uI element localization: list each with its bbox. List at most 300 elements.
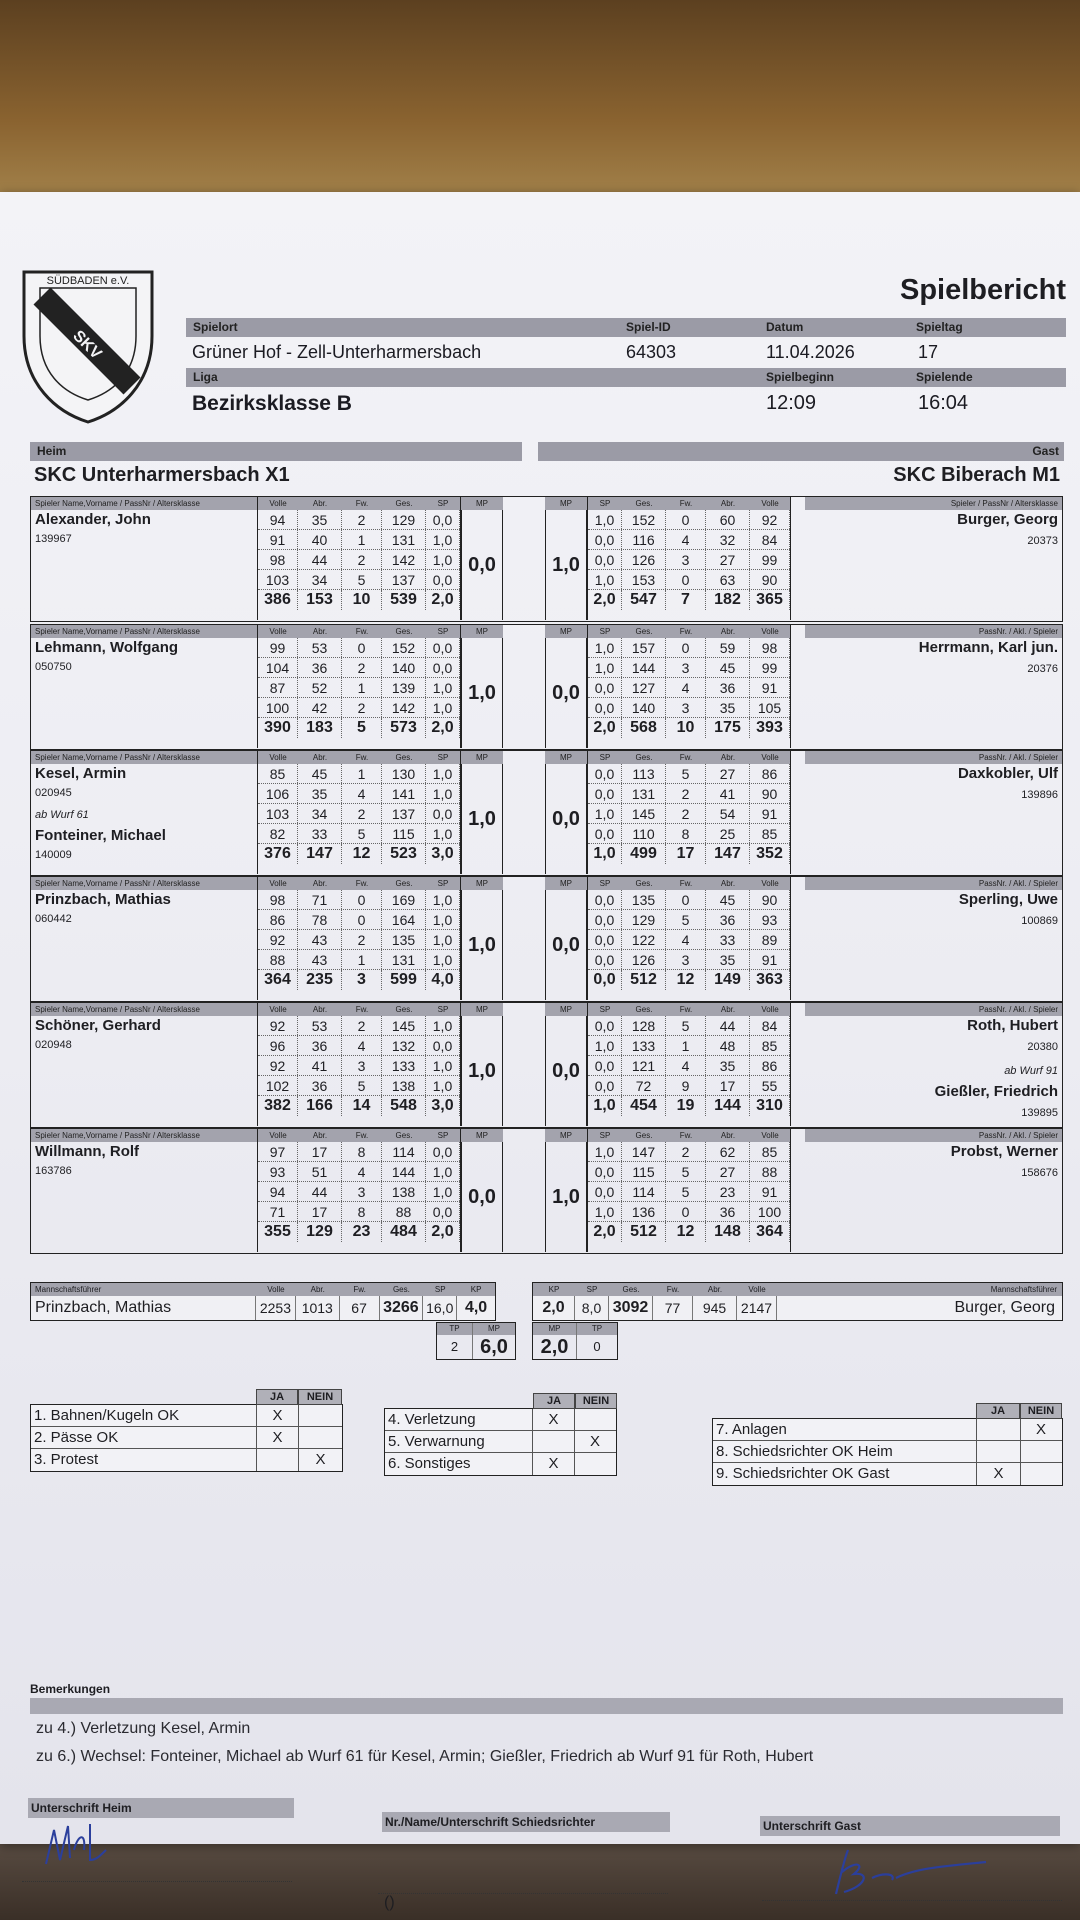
home-cell: 139 bbox=[382, 678, 426, 697]
home-cell: 2 bbox=[342, 550, 382, 569]
away-cell: 27 bbox=[706, 550, 750, 569]
home-cell: 5 bbox=[342, 824, 382, 843]
home-cell: 164 bbox=[382, 910, 426, 929]
home-cell: 1 bbox=[342, 678, 382, 697]
away-cell: 110 bbox=[622, 824, 666, 843]
home-total-cell: 484 bbox=[382, 1222, 426, 1242]
away-summary-header bbox=[533, 1283, 1062, 1296]
home-total-cell: 3,0 bbox=[426, 1096, 460, 1116]
check-label-1: 1. Bahnen/Kugeln OK bbox=[31, 1405, 257, 1426]
col-header-abr: Abr. bbox=[312, 627, 328, 636]
home-cell: 1,0 bbox=[426, 678, 460, 697]
col-header-abr: Abr. bbox=[312, 499, 328, 508]
away-grid-header bbox=[588, 625, 790, 638]
away-sum-abr: 945 bbox=[693, 1296, 737, 1320]
block-right-header: PassNr. / Akl. / Spieler bbox=[805, 751, 1062, 764]
home-cell: 2 bbox=[342, 804, 382, 823]
home-team-name: SKC Unterharmersbach X1 bbox=[34, 464, 290, 486]
home-score-grid bbox=[257, 1129, 461, 1252]
sig-schiri-value: () bbox=[384, 1894, 395, 1911]
away-cell: 84 bbox=[750, 530, 790, 549]
away-cell: 32 bbox=[706, 530, 750, 549]
away-total-row bbox=[588, 718, 790, 738]
col-header-ges: Ges. bbox=[635, 1131, 653, 1140]
home-cell: 103 bbox=[258, 570, 298, 589]
away-cell: 23 bbox=[706, 1182, 750, 1201]
match-block bbox=[30, 496, 1063, 622]
home-total-cell: 12 bbox=[342, 844, 382, 864]
away-score-grid bbox=[587, 625, 791, 748]
match-block bbox=[30, 1002, 1063, 1128]
home-cell: 44 bbox=[298, 1182, 342, 1201]
home-cell: 78 bbox=[298, 910, 342, 929]
home-score-grid bbox=[257, 497, 461, 620]
home-total-cell: 390 bbox=[258, 718, 298, 738]
home-cell: 97 bbox=[258, 1142, 298, 1161]
home-cell: 87 bbox=[258, 678, 298, 697]
away-cell: 36 bbox=[706, 1202, 750, 1221]
home-cell: 0,0 bbox=[426, 1202, 460, 1221]
away-total-row bbox=[588, 1222, 790, 1242]
away-total-cell: 147 bbox=[706, 844, 750, 864]
home-grid-header bbox=[258, 751, 460, 764]
checklist-1-header bbox=[256, 1389, 342, 1405]
check-ja-7[interactable] bbox=[977, 1419, 1021, 1440]
home-lane-row bbox=[258, 550, 460, 570]
col-header-ges: Ges. bbox=[635, 753, 653, 762]
home-mp-header: MP bbox=[461, 625, 503, 638]
col-header-volle: Volle bbox=[761, 753, 779, 762]
home-cell: 5 bbox=[342, 1076, 382, 1095]
away-cell: 126 bbox=[622, 950, 666, 969]
away-mp-header: MP bbox=[545, 877, 587, 890]
home-lane-row bbox=[258, 1076, 460, 1096]
home-total-cell: 153 bbox=[298, 590, 342, 610]
home-lane-row bbox=[258, 824, 460, 844]
checklist-3-header bbox=[976, 1403, 1062, 1419]
home-cell: 141 bbox=[382, 784, 426, 803]
home-total-cell: 129 bbox=[298, 1222, 342, 1242]
col-header-fw: Fw. bbox=[355, 627, 369, 636]
sum-h-ges: Ges. bbox=[392, 1285, 410, 1294]
home-cell: 8 bbox=[342, 1142, 382, 1161]
home-grid-header bbox=[258, 1003, 460, 1016]
home-cell: 135 bbox=[382, 930, 426, 949]
away-cell: 93 bbox=[750, 910, 790, 929]
away-cell: 27 bbox=[706, 1162, 750, 1181]
col-header-fw: Fw. bbox=[679, 1005, 693, 1014]
home-cell: 94 bbox=[258, 1182, 298, 1201]
away-cell: 3 bbox=[666, 658, 706, 677]
away-cell: 0,0 bbox=[588, 1056, 622, 1075]
away-cell: 55 bbox=[750, 1076, 790, 1095]
home-cell: 2 bbox=[342, 510, 382, 529]
home-player-pass: 020945 bbox=[35, 787, 72, 799]
block-left-header: Spieler Name,Vorname / PassNr / Altersklasse bbox=[31, 1003, 257, 1016]
away-cell: 0 bbox=[666, 510, 706, 529]
home-cell: 133 bbox=[382, 1056, 426, 1075]
check-nein-8[interactable] bbox=[1021, 1441, 1061, 1462]
home-player-name: Kesel, Armin bbox=[35, 765, 127, 782]
sum-h-sp: SP bbox=[434, 1285, 446, 1294]
verband-logo bbox=[20, 266, 156, 426]
home-tp-value: 2 bbox=[450, 1339, 459, 1354]
away-cell: 91 bbox=[750, 804, 790, 823]
away-lane-row bbox=[588, 570, 790, 590]
home-cell: 2 bbox=[342, 1016, 382, 1035]
away-cell: 0,0 bbox=[588, 950, 622, 969]
sum-h-kp: KP bbox=[470, 1285, 482, 1294]
remark-line-2: zu 6.) Wechsel: Fonteiner, Michael ab Wurf 61 für Kesel, Armin; Gießler, Friedrich ab Wurf 91 für Roth, Hubert bbox=[36, 1748, 814, 1765]
check-ja-1[interactable]: X bbox=[257, 1405, 299, 1426]
home-cell: 33 bbox=[298, 824, 342, 843]
away-cell: 35 bbox=[706, 1056, 750, 1075]
report-sheet bbox=[0, 192, 1080, 1911]
home-lane-row bbox=[258, 784, 460, 804]
check-label-9: 9. Schiedsrichter OK Gast bbox=[713, 1463, 977, 1485]
away-total-cell: 512 bbox=[622, 1222, 666, 1242]
away-cell: 122 bbox=[622, 930, 666, 949]
home-cell: 8 bbox=[342, 1202, 382, 1221]
away-sub-wurf: ab Wurf 91 bbox=[1004, 1065, 1058, 1077]
away-score-grid bbox=[587, 877, 791, 1000]
check-nein-3[interactable]: X bbox=[315, 1451, 326, 1468]
away-total-cell: 393 bbox=[750, 718, 790, 738]
check-ja-4[interactable]: X bbox=[533, 1409, 575, 1430]
home-score-grid bbox=[257, 751, 461, 874]
away-lane-row bbox=[588, 910, 790, 930]
header-bar-2 bbox=[186, 368, 1066, 387]
away-tp-value: 0 bbox=[593, 1339, 601, 1354]
away-cell: 86 bbox=[750, 764, 790, 783]
home-lane-row bbox=[258, 1142, 460, 1162]
home-sum-sp: 16,0 bbox=[423, 1296, 457, 1320]
home-cell: 2 bbox=[342, 930, 382, 949]
col-header-abr: Abr. bbox=[720, 753, 736, 762]
away-cell: 85 bbox=[750, 1036, 790, 1055]
home-total-row bbox=[258, 1096, 460, 1116]
home-cell: 51 bbox=[298, 1162, 342, 1181]
away-cell: 1,0 bbox=[588, 1202, 622, 1221]
home-total-cell: 382 bbox=[258, 1096, 298, 1116]
away-grid-header bbox=[588, 497, 790, 510]
away-score-grid bbox=[587, 1003, 791, 1126]
home-cell: 5 bbox=[342, 570, 382, 589]
checklist-2 bbox=[384, 1395, 617, 1476]
away-mp-value: 2,0 bbox=[540, 1336, 569, 1358]
home-player-pass: 050750 bbox=[35, 661, 72, 673]
check-nein-4[interactable] bbox=[575, 1409, 615, 1430]
away-cell: 1,0 bbox=[588, 1036, 622, 1055]
away-mp-value: 1,0 bbox=[545, 510, 587, 620]
home-cell: 152 bbox=[382, 638, 426, 657]
away-cell: 86 bbox=[750, 1056, 790, 1075]
check-ja-8[interactable] bbox=[977, 1441, 1021, 1462]
home-cell: 1,0 bbox=[426, 530, 460, 549]
check-label-3: 3. Protest bbox=[31, 1449, 257, 1471]
away-cell: 33 bbox=[706, 930, 750, 949]
check-ja-6[interactable]: X bbox=[533, 1453, 575, 1475]
sig-schiri-label: Nr./Name/Unterschrift Schiedsrichter bbox=[382, 1812, 670, 1832]
home-cell: 1,0 bbox=[426, 950, 460, 969]
home-cell: 144 bbox=[382, 1162, 426, 1181]
col-header-sp: SP bbox=[437, 753, 449, 762]
away-mp-header: MP bbox=[545, 1003, 587, 1016]
away-cell: 126 bbox=[622, 550, 666, 569]
away-total-cell: 1,0 bbox=[588, 844, 622, 864]
check-label-8: 8. Schiedsrichter OK Heim bbox=[713, 1441, 977, 1462]
home-total-cell: 3 bbox=[342, 970, 382, 990]
away-tp-cell bbox=[577, 1323, 617, 1359]
away-cell: 100 bbox=[750, 1202, 790, 1221]
away-cell: 0,0 bbox=[588, 890, 622, 909]
col-header-sp: SP bbox=[599, 1131, 611, 1140]
home-grid-header bbox=[258, 625, 460, 638]
away-total-cell: 10 bbox=[666, 718, 706, 738]
away-cell: 153 bbox=[622, 570, 666, 589]
home-sum-kp: 4,0 bbox=[464, 1299, 488, 1316]
away-total-cell: 352 bbox=[750, 844, 790, 864]
col-header-ges: Ges. bbox=[395, 499, 413, 508]
col-header-volle: Volle bbox=[761, 627, 779, 636]
datum-label: Datum bbox=[766, 320, 804, 334]
check-nein-9[interactable] bbox=[1021, 1463, 1061, 1485]
away-lane-row bbox=[588, 638, 790, 658]
block-left-header: Spieler Name,Vorname / PassNr / Altersklasse bbox=[31, 877, 257, 890]
away-cell: 62 bbox=[706, 1142, 750, 1161]
home-summary bbox=[30, 1282, 496, 1321]
home-cell: 53 bbox=[298, 638, 342, 657]
home-cell: 92 bbox=[258, 930, 298, 949]
home-cell: 92 bbox=[258, 1056, 298, 1075]
home-cell: 0,0 bbox=[426, 658, 460, 677]
away-cell: 0 bbox=[666, 890, 706, 909]
block-right-header: Spieler / PassNr / Altersklasse bbox=[805, 497, 1062, 510]
check-nein-7[interactable]: X bbox=[1035, 1421, 1046, 1438]
away-summary-values bbox=[533, 1296, 1062, 1320]
col-header-fw: Fw. bbox=[355, 1005, 369, 1014]
away-cell: 48 bbox=[706, 1036, 750, 1055]
away-lane-row bbox=[588, 678, 790, 698]
sum-a-volle: Volle bbox=[748, 1285, 766, 1294]
col-header-volle: Volle bbox=[269, 753, 287, 762]
away-total-cell: 499 bbox=[622, 844, 666, 864]
home-mp-header: MP bbox=[461, 1129, 503, 1142]
home-cell: 142 bbox=[382, 698, 426, 717]
away-mp-value: 1,0 bbox=[545, 1142, 587, 1252]
check-nein-2[interactable] bbox=[299, 1427, 342, 1448]
home-lane-row bbox=[258, 950, 460, 970]
home-cell: 1,0 bbox=[426, 930, 460, 949]
home-total-cell: 5 bbox=[342, 718, 382, 738]
home-lane-row bbox=[258, 930, 460, 950]
away-total-cell: 2,0 bbox=[588, 718, 622, 738]
home-cell: 92 bbox=[258, 1016, 298, 1035]
away-cell: 90 bbox=[750, 784, 790, 803]
spielid-label: Spiel-ID bbox=[626, 320, 671, 334]
away-cell: 17 bbox=[706, 1076, 750, 1095]
away-cell: 1,0 bbox=[588, 638, 622, 657]
away-cell: 1,0 bbox=[588, 804, 622, 823]
col-header-abr: Abr. bbox=[312, 879, 328, 888]
home-tp-label: TP bbox=[437, 1323, 472, 1335]
away-total-cell: 512 bbox=[622, 970, 666, 990]
col-header-volle: Volle bbox=[269, 627, 287, 636]
home-lane-row bbox=[258, 1036, 460, 1056]
col-header-fw: Fw. bbox=[679, 627, 693, 636]
away-cell: 140 bbox=[622, 698, 666, 717]
home-cell: 103 bbox=[258, 804, 298, 823]
home-cell: 1 bbox=[342, 530, 382, 549]
home-lane-row bbox=[258, 698, 460, 718]
away-cell: 9 bbox=[666, 1076, 706, 1095]
home-cell: 1,0 bbox=[426, 1182, 460, 1201]
check-nein-5[interactable]: X bbox=[589, 1433, 600, 1450]
away-cell: 0 bbox=[666, 1202, 706, 1221]
away-total-cell: 148 bbox=[706, 1222, 750, 1242]
nein-label: NEIN bbox=[575, 1393, 617, 1409]
home-lane-row bbox=[258, 678, 460, 698]
home-cell: 85 bbox=[258, 764, 298, 783]
home-total-row bbox=[258, 1222, 460, 1242]
away-sub-name: Gießler, Friedrich bbox=[934, 1083, 1058, 1100]
check-row-9 bbox=[713, 1463, 1062, 1485]
away-cell: 0,0 bbox=[588, 1016, 622, 1035]
away-lane-row bbox=[588, 1056, 790, 1076]
home-total-cell: 376 bbox=[258, 844, 298, 864]
home-mp-value: 0,0 bbox=[461, 510, 503, 620]
away-lane-row bbox=[588, 1182, 790, 1202]
away-mf: Burger, Georg bbox=[954, 1299, 1055, 1316]
col-header-ges: Ges. bbox=[395, 1131, 413, 1140]
check-ja-3[interactable] bbox=[257, 1449, 299, 1471]
away-total-cell: 182 bbox=[706, 590, 750, 610]
liga-value: Bezirksklasse B bbox=[192, 392, 352, 415]
away-cell: 85 bbox=[750, 824, 790, 843]
col-header-sp: SP bbox=[437, 879, 449, 888]
col-header-ges: Ges. bbox=[635, 1005, 653, 1014]
away-cell: 25 bbox=[706, 824, 750, 843]
away-cell: 90 bbox=[750, 890, 790, 909]
home-cell: 0,0 bbox=[426, 1036, 460, 1055]
home-total-cell: 355 bbox=[258, 1222, 298, 1242]
home-cell: 1,0 bbox=[426, 1162, 460, 1181]
away-cell: 157 bbox=[622, 638, 666, 657]
away-score-grid bbox=[587, 751, 791, 874]
col-header-sp: SP bbox=[437, 1005, 449, 1014]
away-cell: 4 bbox=[666, 930, 706, 949]
col-header-fw: Fw. bbox=[679, 753, 693, 762]
away-cell: 90 bbox=[750, 570, 790, 589]
away-summary bbox=[532, 1282, 1063, 1321]
away-total-cell: 454 bbox=[622, 1096, 666, 1116]
home-mp-header: MP bbox=[461, 751, 503, 764]
away-lane-row bbox=[588, 950, 790, 970]
home-sum-volle: 2253 bbox=[256, 1296, 296, 1320]
home-tp-box bbox=[436, 1322, 516, 1360]
away-cell: 121 bbox=[622, 1056, 666, 1075]
checklist-1 bbox=[30, 1391, 343, 1472]
away-cell: 5 bbox=[666, 1016, 706, 1035]
home-cell: 138 bbox=[382, 1076, 426, 1095]
check-row-3 bbox=[31, 1449, 342, 1471]
away-cell: 147 bbox=[622, 1142, 666, 1161]
away-cell: 0,0 bbox=[588, 550, 622, 569]
home-cell: 52 bbox=[298, 678, 342, 697]
check-nein-6[interactable] bbox=[575, 1453, 615, 1475]
block-right-header: PassNr. / Akl. / Spieler bbox=[805, 1003, 1062, 1016]
col-header-volle: Volle bbox=[269, 499, 287, 508]
away-lane-row bbox=[588, 1076, 790, 1096]
block-right-header: PassNr. / Akl. / Spieler bbox=[805, 1129, 1062, 1142]
check-row-8 bbox=[713, 1441, 1062, 1463]
home-player-pass: 163786 bbox=[35, 1165, 72, 1177]
col-header-fw: Fw. bbox=[355, 879, 369, 888]
home-cell: 130 bbox=[382, 764, 426, 783]
away-cell: 2 bbox=[666, 804, 706, 823]
home-cell: 36 bbox=[298, 1076, 342, 1095]
col-header-volle: Volle bbox=[269, 879, 287, 888]
away-cell: 44 bbox=[706, 1016, 750, 1035]
col-header-fw: Fw. bbox=[679, 1131, 693, 1140]
away-cell: 115 bbox=[622, 1162, 666, 1181]
sum-h-abr: Abr. bbox=[310, 1285, 325, 1294]
away-cell: 91 bbox=[750, 950, 790, 969]
home-lane-row bbox=[258, 658, 460, 678]
home-cell: 140 bbox=[382, 658, 426, 677]
home-sum-ges: 3266 bbox=[380, 1296, 424, 1320]
home-grid-header bbox=[258, 877, 460, 890]
ja-label: JA bbox=[976, 1403, 1020, 1419]
home-cell: 138 bbox=[382, 1182, 426, 1201]
away-cell: 72 bbox=[622, 1076, 666, 1095]
home-total-cell: 523 bbox=[382, 844, 426, 864]
col-header-volle: Volle bbox=[269, 1005, 287, 1014]
check-ja-5[interactable] bbox=[533, 1431, 575, 1452]
check-ja-9[interactable]: X bbox=[977, 1463, 1021, 1485]
away-sub-pass: 139895 bbox=[1021, 1107, 1058, 1119]
home-total-cell: 147 bbox=[298, 844, 342, 864]
home-cell: 4 bbox=[342, 1162, 382, 1181]
block-left-header: Spieler Name,Vorname / PassNr / Altersklasse bbox=[31, 625, 257, 638]
col-header-sp: SP bbox=[599, 1005, 611, 1014]
home-cell: 93 bbox=[258, 1162, 298, 1181]
home-cell: 91 bbox=[258, 530, 298, 549]
away-total-cell: 0,0 bbox=[588, 970, 622, 990]
background-top bbox=[0, 0, 1080, 220]
away-total-cell: 547 bbox=[622, 590, 666, 610]
home-total-cell: 235 bbox=[298, 970, 342, 990]
col-header-abr: Abr. bbox=[720, 1005, 736, 1014]
home-cell: 88 bbox=[382, 1202, 426, 1221]
check-ja-2[interactable]: X bbox=[257, 1427, 299, 1448]
home-cell: 1,0 bbox=[426, 1076, 460, 1095]
sig-gast-label: Unterschrift Gast bbox=[760, 1816, 1060, 1836]
away-player-name: Roth, Hubert bbox=[967, 1017, 1058, 1034]
home-lane-row bbox=[258, 1056, 460, 1076]
away-lane-row bbox=[588, 764, 790, 784]
home-cell: 71 bbox=[258, 1202, 298, 1221]
away-cell: 3 bbox=[666, 550, 706, 569]
away-cell: 1,0 bbox=[588, 510, 622, 529]
away-cell: 1 bbox=[666, 1036, 706, 1055]
away-total-cell: 364 bbox=[750, 1222, 790, 1242]
home-mp-header: MP bbox=[461, 497, 503, 510]
home-cell: 44 bbox=[298, 550, 342, 569]
check-nein-1[interactable] bbox=[299, 1405, 342, 1426]
home-cell: 4 bbox=[342, 1036, 382, 1055]
away-cell: 35 bbox=[706, 950, 750, 969]
